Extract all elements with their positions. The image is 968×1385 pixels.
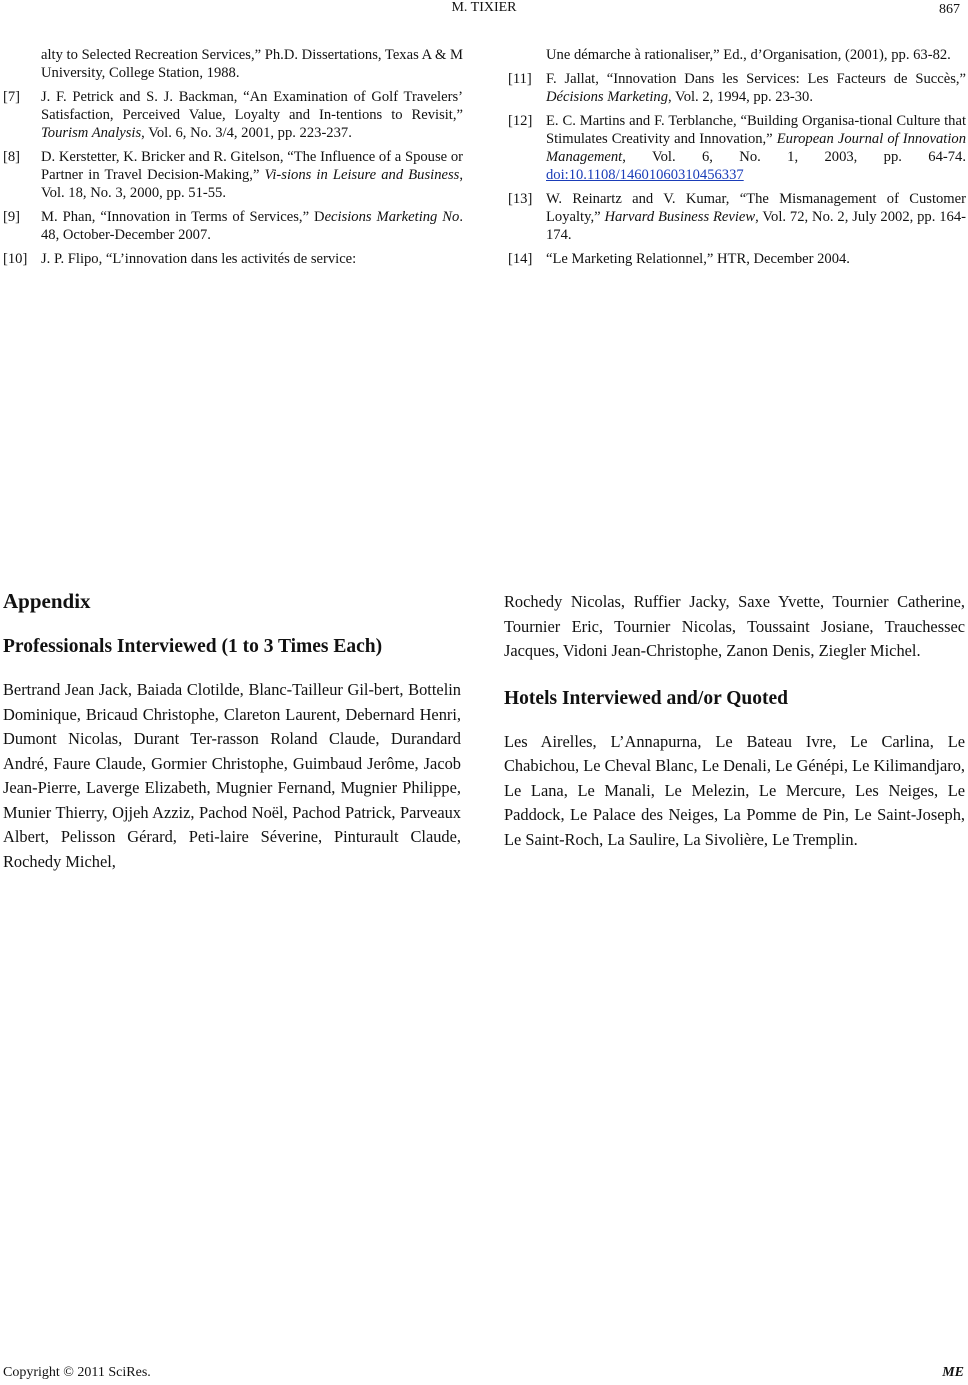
- reference-number: [14]: [508, 251, 533, 267]
- reference-10: [0, 250, 463, 268]
- journal-abbrev: ME: [942, 1365, 964, 1380]
- reference-source: Harvard Business Review: [604, 209, 756, 225]
- hotels-heading: Hotels Interviewed and/or Quoted: [504, 687, 789, 709]
- reference-details: . 48, October-December 2007.: [41, 209, 463, 243]
- reference-text: J. P. Flipo, “L’innovation dans les activités de service:: [41, 251, 357, 267]
- reference-9: [0, 208, 463, 244]
- references-left-column: [0, 46, 463, 274]
- reference-source: Vi-sions in Leisure and Business: [264, 167, 460, 183]
- hotels-list: Les Airelles, L’Annapurna, Le Bateau Ivre, Le Carlina, Le Chabichou, Le Cheval Blanc, Le Denali, Le Génépi, Le Kilimandjaro, Le Lana, Le Manali, Le Melezin, Le Mercure, Les Neiges, Le Paddock, Le Palace des Neiges, La Pomme de Pin, Le Saint-Joseph, Le Saint-Roch, La Saulire, La Sivolière, Le Tremplin.: [504, 731, 965, 849]
- reference-source: Tourism Analysis: [41, 125, 142, 141]
- reference-source: European Journal of Innovation Management: [546, 131, 966, 165]
- reference-text: E. C. Martins and F. Terblanche, “Building Organisa-tional Culture that Stimulates Creativity and Innovation,”: [546, 113, 966, 147]
- reference-text: D. Kerstetter, K. Bricker and R. Gitelson, “The Influence of a Spouse or Partner in Travel Decision-Making,”: [41, 149, 463, 183]
- reference-number: [13]: [508, 191, 533, 207]
- reference-continuation: alty to Selected Recreation Services,” Ph.D. Dissertations, Texas A & M University, College Station, 1988.: [41, 47, 463, 81]
- reference-text: W. Reinartz and V. Kumar, “The Mismanagement of Customer Loyalty,”: [546, 191, 966, 225]
- reference-number: [10]: [3, 251, 28, 267]
- reference-details: , Vol. 6, No. 1, 2003, pp. 64-74.: [622, 149, 966, 165]
- reference-7: [0, 88, 463, 142]
- appendix-left-column: [3, 589, 461, 874]
- reference-11: [505, 70, 966, 106]
- page-header: [0, 0, 968, 22]
- reference-text: “Le Marketing Relationnel,” HTR, December 2004.: [546, 251, 850, 267]
- reference-source: ecisions Marketing No: [324, 209, 460, 225]
- reference-8: [0, 148, 463, 202]
- reference-number: [9]: [3, 209, 21, 225]
- reference-number: [7]: [3, 89, 21, 105]
- reference-details: , Vol. 6, No. 3/4, 2001, pp. 223-237.: [141, 125, 352, 141]
- reference-number: [11]: [508, 71, 532, 87]
- professionals-list-right: Rochedy Nicolas, Ruffier Jacky, Saxe Yvette, Tournier Catherine, Tournier Eric, Tournier Nicolas, Toussaint Josiane, Trauchessec Jacques, Vidoni Jean-Christophe, Zanon Denis, Ziegler Michel.: [504, 592, 965, 660]
- reference-details: , Vol. 2, 1994, pp. 23-30.: [668, 89, 814, 105]
- reference-details: , Vol. 18, No. 3, 2000, pp. 51-55.: [41, 167, 463, 201]
- reference-12: [505, 112, 966, 184]
- reference-text: J. F. Petrick and S. J. Backman, “An Examination of Golf Travelers’ Satisfaction, Perceived Value, Loyalty and In-tentions to Revisit,”: [41, 89, 463, 123]
- reference-continuation: Une démarche à rationaliser,” Ed., d’Organisation, (2001), pp. 63-82.: [546, 47, 951, 63]
- reference-source: Décisions Marketing: [546, 89, 668, 105]
- references-right-column: [505, 46, 966, 274]
- reference-details: , Vol. 72, No. 2, July 2002, pp. 164-174.: [546, 209, 967, 243]
- reference-number: [12]: [508, 113, 533, 129]
- professionals-heading: Professionals Interviewed (1 to 3 Times Each): [3, 636, 383, 657]
- doi-link[interactable]: doi:10.1108/14601060310456337: [546, 167, 744, 183]
- appendix-right-column: [504, 590, 965, 852]
- reference-13: [505, 190, 966, 244]
- copyright-notice: Copyright © 2011 SciRes.: [3, 1365, 151, 1380]
- running-head-author: M. TIXIER: [451, 0, 517, 15]
- reference-number: [8]: [3, 149, 21, 165]
- reference-text: F. Jallat, “Innovation Dans les Services: Les Facteurs de Succès,”: [546, 71, 966, 87]
- appendix-title: Appendix: [3, 589, 91, 613]
- professionals-list-left: Bertrand Jean Jack, Baiada Clotilde, Blanc-Tailleur Gil-bert, Bottelin Dominique, Bricaud Christophe, Clareton Laurent, Debernard Henri, Dumont Nicolas, Durant Ter-rasson Roland Claude, Durandard André, Faure Claude, Gormier Christophe, Guimbaud Jerôme, Jacob Jean-Pierre, Laverge Elizabeth, Mugnier Fernand, Mugnier Philippe, Munier Thierry, Ojjeh Azziz, Pachod Noël, Pachod Patrick, Parveaux Albert, Pelisson Gérard, Peti-laire Séverine, Pinturault Claude, Rochedy Michel,: [3, 680, 461, 871]
- reference-text: M. Phan, “Innovation in Terms of Services,” D: [41, 209, 325, 225]
- page-number: 867: [939, 2, 960, 17]
- reference-14: [505, 250, 966, 268]
